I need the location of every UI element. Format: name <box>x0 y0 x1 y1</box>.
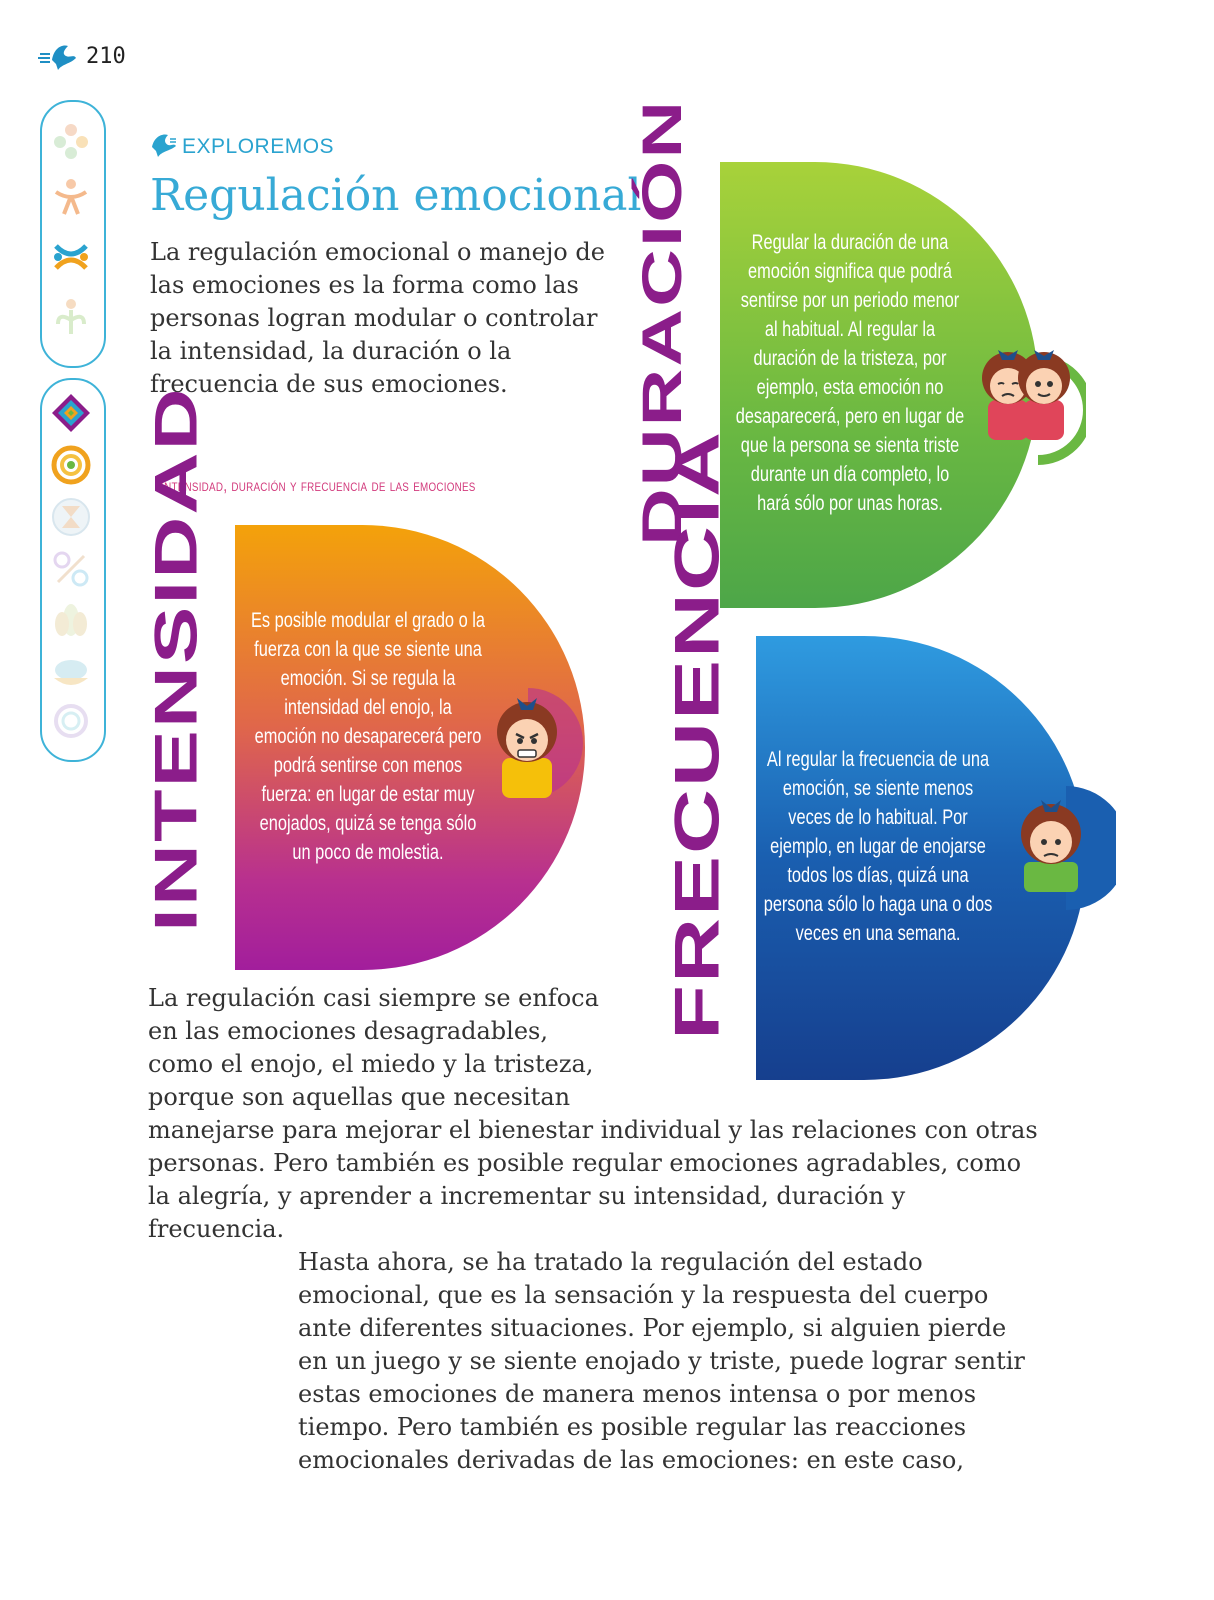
intensidad-label: INTENSIDAD <box>142 386 210 932</box>
angry-face-icon <box>488 688 588 808</box>
frecuencia-label: FRECUENCIA <box>662 429 733 1040</box>
hummingbird-icon <box>148 131 178 159</box>
hourglass-icon <box>50 496 92 538</box>
plant-figure-icon <box>50 296 92 338</box>
sad-face-icon <box>1016 786 1116 914</box>
globe-hand-icon <box>50 652 92 694</box>
link-figure-icon <box>50 236 92 278</box>
section-label: EXPLOREMOS <box>182 135 335 158</box>
duracion-text: Regular la duración de una emoción significa que podrá sentirse por un periodo menor al habitual. Al regular la duración de la tristeza, por ejemplo, esta emoción no desaparecerá, pero en lugar de que la persona se sienta triste durante un día completo, lo hará sólo por unas horas. <box>735 231 965 515</box>
frecuencia-text: Al regular la frecuencia de una emoción, se siente menos veces de lo habitual. Por ejemplo, en lugar de enojarse todos los días, quizá una persona sólo lo haga una o dos veces en una semana. <box>763 748 993 945</box>
page-title: Regulación emocional <box>150 170 642 221</box>
paragraph-3: Hasta ahora, se ha tratado la regulación del estado emocional, que es la sensación y la respuesta del cuerpo ante diferentes situaciones. Por ejemplo, si alguien pierde en un juego y se siente enojado y triste, puede lograr sentir estas emociones de manera menos intensa o por menos tiempo. Pero también es posible regular las reacciones emocionales derivadas de las emociones: en este caso, <box>298 1248 1025 1474</box>
hummingbird-logo-icon <box>36 40 78 74</box>
paragraph-2 <box>148 982 1048 1246</box>
diagram-caption: Intensidad, duración y frecuencia de las emociones <box>160 476 476 495</box>
sad-and-happy-faces-icon <box>968 330 1086 478</box>
percent-icon <box>50 548 92 590</box>
diamond-arrows-icon <box>50 392 92 434</box>
target-ring-icon <box>50 444 92 486</box>
paragraph-2-wrap-spacer <box>618 982 1048 1110</box>
paragraph-2-text: La regulación casi siempre se enfoca en las emociones desagradables, como el enojo, el miedo y la tristeza, porque son aquellas que necesitan manejarse para mejorar el bienestar individual y las relaciones con otras personas. Pero también es posible regular emociones agradables, como la alegría, y aprender a incrementar su intensidad, duración y frecuencia. <box>148 984 1038 1243</box>
spiral-icon <box>50 700 92 742</box>
intensidad-text: Es posible modular el grado o la fuerza con la que se siente una emoción. Si se regula la intensidad del enojo, la emoción no desaparecerá pero podrá sentirse con menos fuerza: en lugar de estar muy enojados, quizá se tenga sólo un poco de molestia. <box>251 609 486 864</box>
duracion-label: DURACIÓN <box>630 98 693 546</box>
intro-paragraph: La regulación emocional o manejo de las emociones es la forma como las personas logran modular o controlar la intensidad, la duración o la frecuencia de sus emociones. <box>150 238 605 398</box>
leaf-cluster-icon <box>50 120 92 162</box>
lotus-icon <box>50 600 92 642</box>
page-number: 210 <box>86 44 126 69</box>
dancer-icon <box>50 176 92 218</box>
